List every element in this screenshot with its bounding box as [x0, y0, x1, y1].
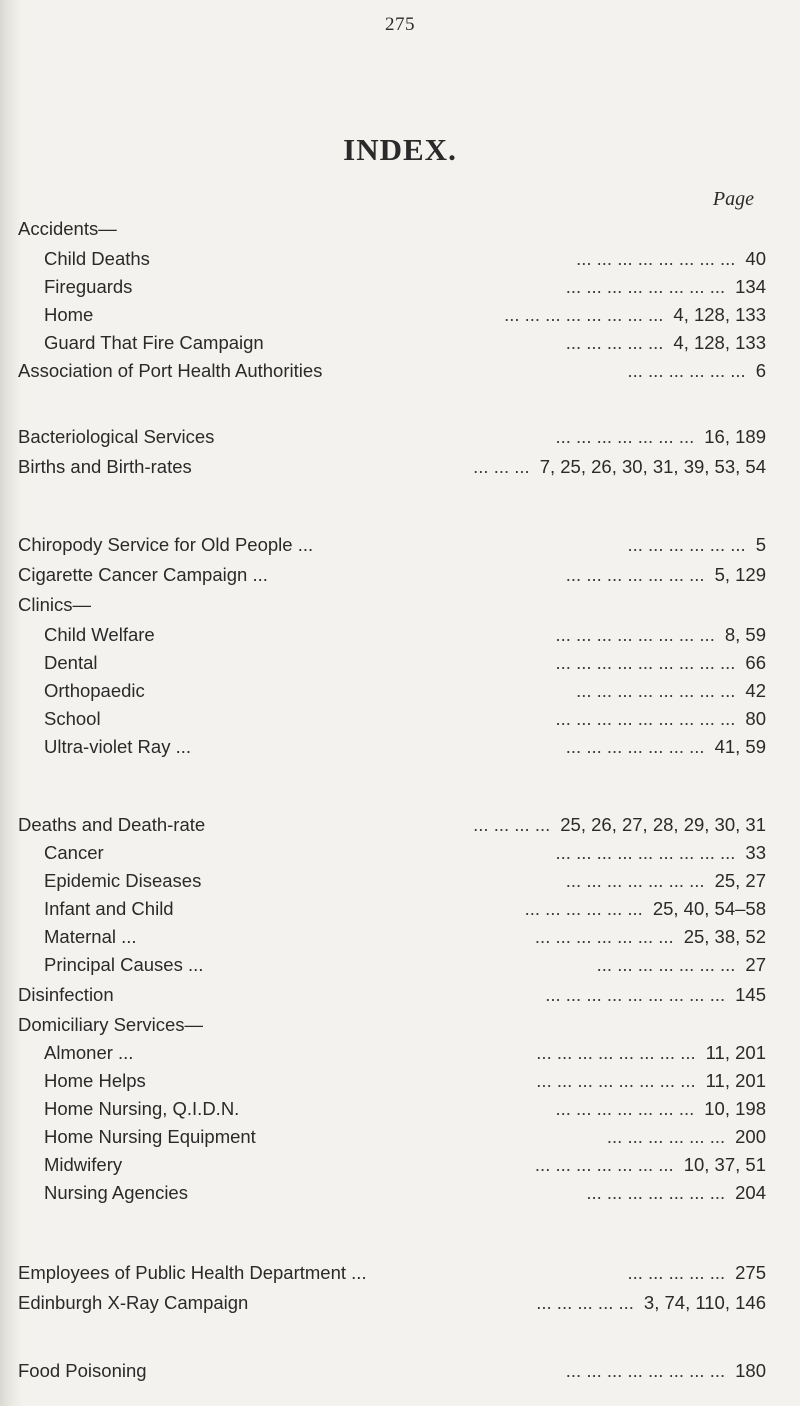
leader-dots: ... ... ... ... ...: [536, 1292, 634, 1313]
entry-pages: 5, 129: [714, 564, 766, 585]
entry-label: Nursing Agencies: [44, 1182, 188, 1203]
entry-label: Chiropody Service for Old People ...: [18, 534, 314, 555]
leader-dots: ... ... ... ... ... ... ... ... ...: [545, 984, 726, 1005]
leader-dots: ... ... ... ... ... ... ... ...: [565, 1360, 726, 1381]
entry-label: Dental: [44, 652, 98, 673]
entry-label: Domiciliary Services—: [18, 1014, 204, 1035]
entry-label: Association of Port Health Authorities: [18, 360, 323, 381]
entry-pages: 40: [745, 248, 766, 269]
leader-dots: ... ... ... ...: [473, 814, 551, 835]
index-entry: [0, 866, 800, 896]
index-entry: [0, 530, 800, 560]
leader-dots: ... ... ... ... ... ... ... ...: [576, 248, 736, 269]
index-entry: [0, 356, 800, 386]
index-entry: [0, 980, 800, 1010]
leader-dots: ... ... ... ... ... ... ... ...: [555, 624, 715, 645]
leader-dots: ... ... ... ... ... ... ... ... ...: [555, 708, 736, 729]
index-entry: [0, 810, 800, 840]
leader-dots: ... ... ... ... ... ...: [524, 898, 643, 919]
leader-dots: ... ... ... ... ... ... ...: [555, 426, 695, 447]
entry-pages: 66: [745, 652, 766, 673]
index-entry: [0, 1356, 800, 1386]
entry-pages: 10, 37, 51: [683, 1154, 766, 1175]
leader-dots: ... ... ... ... ... ... ... ... ...: [555, 652, 736, 673]
entry-pages: 16, 189: [704, 426, 766, 447]
leader-dots: ... ... ... ... ... ... ... ...: [576, 680, 736, 701]
leader-dots: ... ... ... ... ... ...: [606, 1126, 726, 1147]
entry-label: School: [44, 708, 101, 729]
page-number: 275: [385, 14, 415, 35]
entry-label: Midwifery: [44, 1154, 123, 1175]
leader-dots: ... ... ... ... ... ... ...: [555, 1098, 695, 1119]
entry-pages: 134: [735, 276, 766, 297]
entry-label: Almoner ...: [44, 1042, 134, 1063]
entry-label: Home Nursing, Q.I.D.N.: [44, 1098, 240, 1119]
entry-label: Employees of Public Health Department ...: [18, 1262, 367, 1283]
entry-label: Bacteriological Services: [18, 426, 215, 447]
entry-pages: 80: [745, 708, 766, 729]
entry-pages: 25, 40, 54–58: [652, 898, 766, 919]
leader-dots: ... ... ... ... ... ... ...: [534, 926, 674, 947]
index-entry: [0, 590, 800, 620]
index-entry: [0, 838, 800, 868]
entry-pages: 33: [745, 842, 766, 863]
entry-label: Home Nursing Equipment: [44, 1126, 256, 1147]
index-entry: [0, 894, 800, 924]
entry-pages: 204: [735, 1182, 766, 1203]
leader-dots: ... ... ...: [473, 456, 530, 477]
index-entry: [0, 1066, 800, 1096]
leader-dots: ... ... ... ... ... ... ... ...: [565, 276, 726, 297]
entry-label: Epidemic Diseases: [44, 870, 202, 891]
leader-dots: ... ... ... ... ... ... ...: [565, 564, 705, 585]
index-entry: [0, 1010, 800, 1040]
leader-dots: ... ... ... ... ... ... ... ...: [536, 1070, 696, 1091]
entry-label: Orthopaedic: [44, 680, 145, 701]
entry-pages: 25, 26, 27, 28, 29, 30, 31: [560, 814, 766, 835]
entry-label: Infant and Child: [44, 898, 174, 919]
index-entry: [0, 1038, 800, 1068]
entry-label: Home Helps: [44, 1070, 146, 1091]
leader-dots: ... ... ... ... ... ... ... ... ...: [555, 842, 736, 863]
entry-label: Cancer: [44, 842, 104, 863]
index-entry: [0, 1150, 800, 1180]
index-entry: [0, 560, 800, 590]
leader-dots: ... ... ... ... ... ... ... ...: [504, 304, 664, 325]
entry-label: Food Poisoning: [18, 1360, 147, 1381]
entry-pages: 41, 59: [714, 736, 766, 757]
page-column-heading: Page: [712, 188, 754, 210]
entry-pages: 11, 201: [705, 1042, 766, 1063]
page-title: INDEX.: [343, 132, 457, 167]
leader-dots: ... ... ... ... ... ...: [627, 534, 746, 555]
entry-pages: 5: [755, 534, 766, 555]
entry-label: Maternal ...: [44, 926, 137, 947]
index-entry: [0, 1122, 800, 1152]
entry-label: Fireguards: [44, 276, 133, 297]
leader-dots: ... ... ... ... ... ... ...: [565, 736, 705, 757]
entry-label: Principal Causes ...: [44, 954, 204, 975]
entry-pages: 10, 198: [704, 1098, 766, 1119]
index-entry: [0, 1178, 800, 1208]
index-entry: [0, 922, 800, 952]
entry-pages: 8, 59: [724, 624, 766, 645]
entry-pages: 4, 128, 133: [673, 332, 766, 353]
entry-pages: 4, 128, 133: [673, 304, 766, 325]
entry-label: Disinfection: [18, 984, 114, 1005]
leader-dots: ... ... ... ... ... ... ...: [565, 870, 705, 891]
index-entry: [0, 300, 800, 330]
entry-pages: 25, 38, 52: [683, 926, 766, 947]
entry-pages: 3, 74, 110, 146: [643, 1292, 766, 1313]
entry-pages: 42: [745, 680, 766, 701]
entry-pages: 200: [735, 1126, 766, 1147]
index-entry: [0, 732, 800, 762]
entry-pages: 27: [745, 954, 766, 975]
entry-label: Clinics—: [18, 594, 91, 615]
entry-label: Accidents—: [18, 218, 117, 239]
entry-label: Cigarette Cancer Campaign ...: [18, 564, 268, 585]
index-entry: [0, 328, 800, 358]
leader-dots: ... ... ... ... ... ... ...: [534, 1154, 674, 1175]
index-entry: [0, 676, 800, 706]
index-entry: [0, 620, 800, 650]
entry-label: Guard That Fire Campaign: [44, 332, 264, 353]
entry-label: Births and Birth-rates: [18, 456, 192, 477]
index-entry: [0, 214, 800, 244]
entry-label: Deaths and Death-rate: [18, 814, 206, 835]
leader-dots: ... ... ... ... ... ... ...: [586, 1182, 726, 1203]
index-entry: [0, 452, 800, 482]
index-entry: [0, 244, 800, 274]
entry-pages: 25, 27: [714, 870, 766, 891]
leader-dots: ... ... ... ... ... ... ...: [596, 954, 736, 975]
leader-dots: ... ... ... ... ...: [565, 332, 664, 353]
index-entry: [0, 1288, 800, 1318]
index-entry: [0, 272, 800, 302]
entry-label: Child Deaths: [44, 248, 150, 269]
entry-pages: 145: [735, 984, 766, 1005]
index-entry: [0, 950, 800, 980]
leader-dots: ... ... ... ... ... ...: [627, 360, 746, 381]
index-entry: [0, 648, 800, 678]
entry-label: Ultra-violet Ray ...: [44, 736, 192, 757]
index-entry: [0, 1258, 800, 1288]
entry-pages: 11, 201: [705, 1070, 766, 1091]
entry-pages: 275: [735, 1262, 766, 1283]
entry-label: Child Welfare: [44, 624, 155, 645]
index-entry: [0, 1094, 800, 1124]
entry-pages: 6: [755, 360, 766, 381]
index-entry: [0, 422, 800, 452]
leader-dots: ... ... ... ... ... ... ... ...: [536, 1042, 696, 1063]
entry-label: Edinburgh X-Ray Campaign: [18, 1292, 249, 1313]
entry-pages: 7, 25, 26, 30, 31, 39, 53, 54: [539, 456, 766, 477]
entry-pages: 180: [735, 1360, 766, 1381]
index-entry: [0, 704, 800, 734]
leader-dots: ... ... ... ... ...: [627, 1262, 726, 1283]
entry-label: Home: [44, 304, 94, 325]
